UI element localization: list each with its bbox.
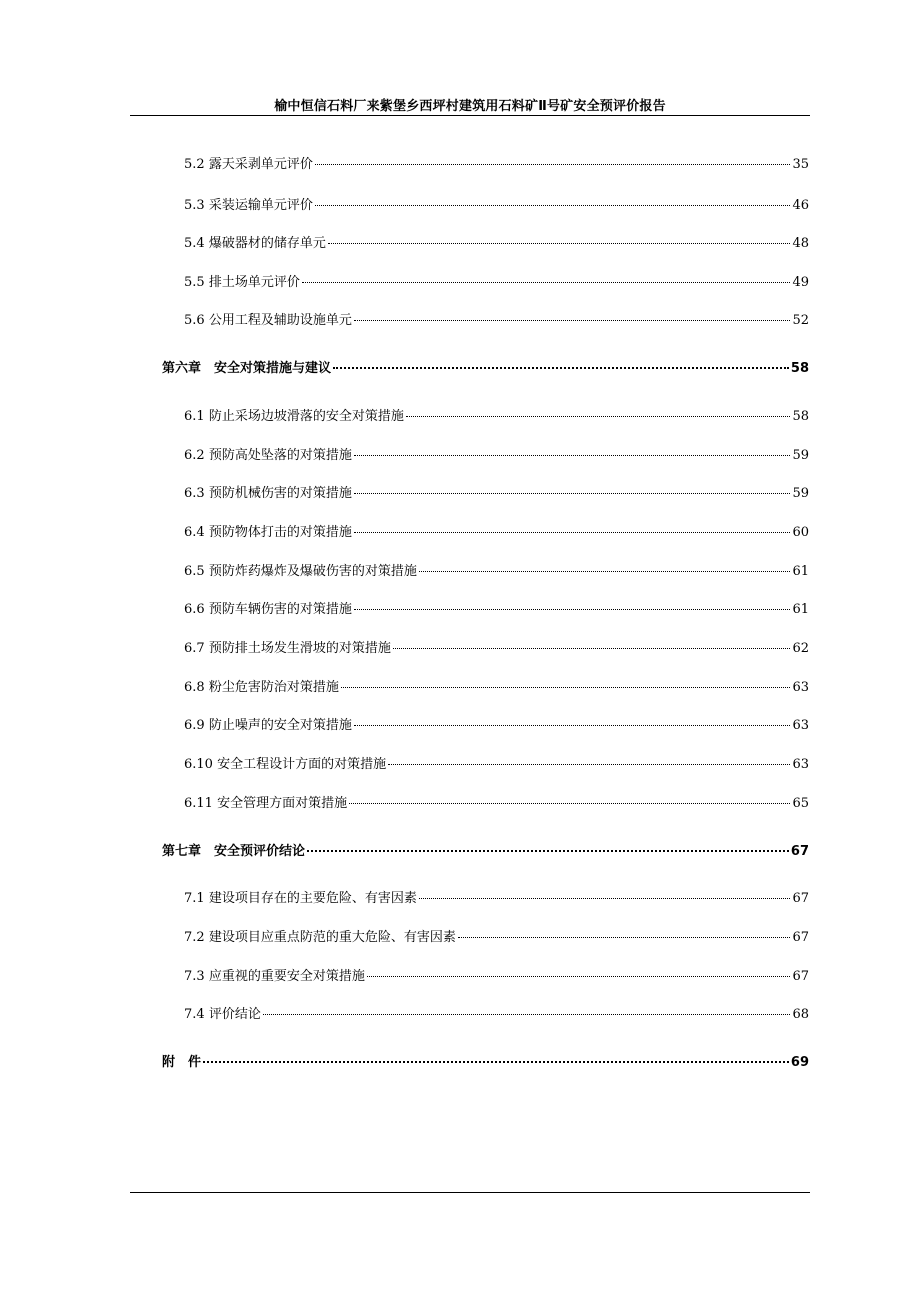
toc-entry-page-number: 65 [792,796,809,811]
toc-entry-page-number: 69 [790,1055,809,1070]
toc-entry-section[interactable] [184,795,809,813]
toc-entry-number: 6.6 [184,602,205,617]
toc-entry-number: 6.9 [184,718,205,733]
toc-entry-label [184,312,352,330]
toc-entry-number: 7.2 [184,930,205,945]
toc-entry-title: 评价结论 [208,1007,261,1022]
toc-entry-label [184,717,352,735]
dot-leader [354,532,791,533]
toc-entry-number: 6.8 [184,680,205,695]
toc-entry-page-number: 58 [792,409,809,424]
toc-entry-label [184,563,417,581]
toc-entry-title: 预防炸药爆炸及爆破伤害的对策措施 [208,564,417,579]
toc-entry-label [184,890,417,908]
toc-entry-page-number: 67 [792,930,809,945]
toc-entry-title: 安全预评价结论 [214,844,306,859]
dot-leader [203,1061,789,1063]
toc-entry-number: 6.2 [184,448,205,463]
toc-entry-section[interactable] [184,640,809,658]
toc-entry-page-number: 63 [792,718,809,733]
toc-entry-label [184,524,352,542]
dot-leader [349,803,790,804]
toc-entry-page-number: 60 [792,525,809,540]
toc-entry-number: 7.3 [184,969,205,984]
toc-entry-page-number: 62 [792,641,809,656]
toc-entry-title: 公用工程及辅助设施单元 [208,313,352,328]
toc-entry-title: 采装运输单元评价 [208,198,313,213]
toc-entry-page-number: 49 [792,275,809,290]
toc-entry-title: 预防车辆伤害的对策措施 [208,602,352,617]
toc-entry-page-number: 63 [792,757,809,772]
toc-entry-chapter[interactable] [162,843,809,861]
header-divider [130,115,810,116]
toc-entry-section[interactable] [184,235,809,253]
dot-leader [333,367,789,369]
toc-entry-number: 附 [162,1055,176,1070]
toc-entry-section[interactable] [184,156,809,174]
toc-entry-section[interactable] [184,890,809,908]
toc-entry-page-number: 61 [792,602,809,617]
toc-entry-page-number: 52 [792,313,809,328]
page-header-title: 榆中恒信石料厂来紫堡乡西坪村建筑用石料矿Ⅱ号矿安全预评价报告 [274,99,666,114]
toc-entry-label [162,1054,201,1072]
toc-entry-label [184,485,352,503]
toc-entry-page-number: 67 [792,891,809,906]
toc-entry-label [184,235,326,253]
footer-divider [130,1192,810,1193]
dot-leader [367,976,791,977]
toc-entry-number: 5.6 [184,313,205,328]
toc-entry-title: 预防排土场发生滑坡的对策措施 [208,641,391,656]
toc-entry-title: 建设项目存在的主要危险、有害因素 [208,891,417,906]
toc-entry-section[interactable] [184,312,809,330]
toc-entry-label [184,968,365,986]
toc-entry-section[interactable] [184,929,809,947]
toc-entry-label [184,156,313,174]
toc-entry-page-number: 58 [790,361,809,376]
toc-entry-section[interactable] [184,274,809,292]
toc-entry-title: 安全管理方面对策措施 [217,796,348,811]
toc-entry-label [162,360,331,378]
toc-entry-number: 5.3 [184,198,205,213]
toc-entry-section[interactable] [184,408,809,426]
toc-entry-title: 预防机械伤害的对策措施 [208,486,352,501]
toc-entry-number: 6.4 [184,525,205,540]
toc-entry-label [184,756,386,774]
toc-entry-section[interactable] [184,1006,809,1024]
toc-entry-section[interactable] [184,563,809,581]
toc-entry-title: 建设项目应重点防范的重大危险、有害因素 [208,930,456,945]
toc-entry-title: 安全工程设计方面的对策措施 [217,757,387,772]
toc-entry-number: 6.5 [184,564,205,579]
toc-entry-title: 预防高处坠落的对策措施 [208,448,352,463]
toc-entry-label [184,408,404,426]
toc-entry-chapter[interactable] [162,1054,809,1072]
toc-entry-title: 粉尘危害防治对策措施 [208,680,339,695]
dot-leader [406,416,791,417]
dot-leader [354,320,791,321]
dot-leader [354,493,791,494]
toc-entry-label [184,601,352,619]
toc-entry-label [184,1006,261,1024]
toc-entry-section[interactable] [184,717,809,735]
dot-leader [388,764,790,765]
toc-entry-page-number: 59 [792,486,809,501]
toc-entry-page-number: 35 [792,157,809,172]
toc-entry-section[interactable] [184,968,809,986]
dot-leader [307,850,789,852]
toc-entry-page-number: 61 [792,564,809,579]
dot-leader [393,648,791,649]
toc-entry-page-number: 67 [790,844,809,859]
toc-entry-title: 排土场单元评价 [208,275,300,290]
toc-entry-label [184,274,300,292]
toc-entry-title: 应重视的重要安全对策措施 [208,969,365,984]
toc-entry-label [184,640,391,658]
toc-entry-label [184,447,352,465]
toc-entry-page-number: 46 [792,198,809,213]
toc-entry-number: 7.4 [184,1007,205,1022]
toc-entry-number: 7.1 [184,891,205,906]
toc-entry-title: 安全对策措施与建议 [214,361,332,376]
toc-entry-page-number: 68 [792,1007,809,1022]
toc-entry-title: 预防物体打击的对策措施 [208,525,352,540]
dot-leader [354,455,791,456]
toc-entry-section[interactable] [184,601,809,619]
toc-entry-page-number: 48 [792,236,809,251]
toc-entry-number: 第六章 [162,361,202,376]
toc-entry-number: 6.10 [184,757,213,772]
toc-entry-number: 第七章 [162,844,202,859]
toc-entry-section[interactable] [184,485,809,503]
dot-leader [328,243,791,244]
toc-entry-chapter[interactable] [162,360,809,378]
toc-entry-page-number: 67 [792,969,809,984]
toc-entry-label [184,197,313,215]
toc-entry-page-number: 59 [792,448,809,463]
toc-entry-title: 件 [188,1055,202,1070]
toc-entry-number: 6.7 [184,641,205,656]
toc-entry-title: 防止噪声的安全对策措施 [208,718,352,733]
toc-entry-number: 5.2 [184,157,205,172]
toc-entry-number: 6.3 [184,486,205,501]
dot-leader [354,725,791,726]
dot-leader [341,687,791,688]
dot-leader [315,164,791,165]
toc-entry-number: 5.5 [184,275,205,290]
toc-entry-section[interactable] [184,756,809,774]
toc-entry-label [184,679,339,697]
dot-leader [419,898,791,899]
toc-entry-label [184,795,347,813]
toc-entry-section[interactable] [184,197,809,215]
toc-entry-section[interactable] [184,679,809,697]
toc-entry-title: 露天采剥单元评价 [208,157,313,172]
toc-entry-title: 防止采场边坡滑落的安全对策措施 [208,409,404,424]
toc-entry-section[interactable] [184,524,809,542]
toc-entry-number: 5.4 [184,236,205,251]
toc-entry-section[interactable] [184,447,809,465]
dot-leader [458,937,791,938]
toc-entry-page-number: 63 [792,680,809,695]
dot-leader [354,609,791,610]
dot-leader [302,282,791,283]
dot-leader [315,205,791,206]
dot-leader [419,571,791,572]
toc-entry-label [184,929,456,947]
toc-entry-number: 6.1 [184,409,205,424]
toc-entry-number: 6.11 [184,796,213,811]
toc-entry-label [162,843,305,861]
toc-entry-title: 爆破器材的储存单元 [208,236,326,251]
dot-leader [263,1014,791,1015]
